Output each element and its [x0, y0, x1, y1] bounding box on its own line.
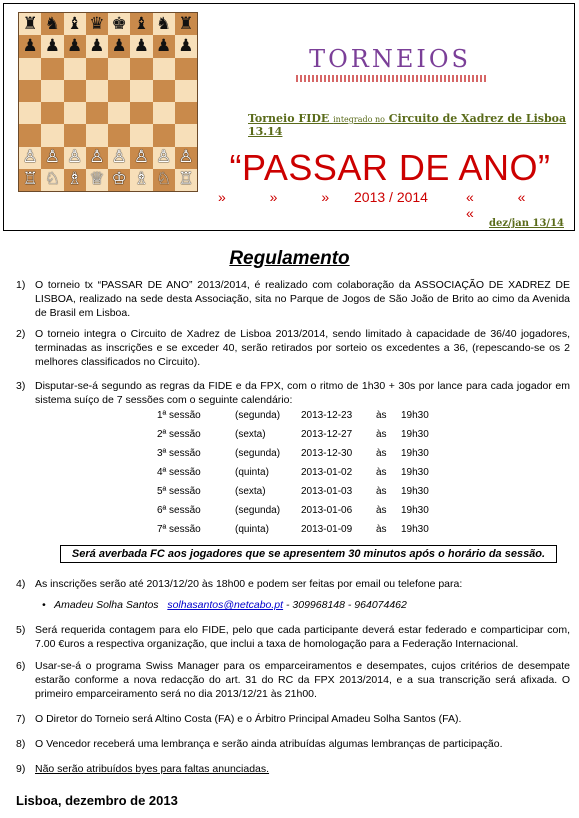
rule-number: 1)	[16, 279, 26, 291]
header-box	[3, 3, 575, 231]
footer-place-date: Lisboa, dezembro de 2013	[16, 793, 178, 808]
rule-item-1	[16, 278, 570, 320]
cal-date: 2013-01-02	[301, 467, 353, 478]
rule-text: Não serão atribuídos byes para faltas anunciadas.	[35, 763, 270, 775]
chess-piece-icon: ♔	[111, 169, 127, 190]
season-year: 2013 / 2014	[354, 189, 428, 205]
rule-number: 3)	[16, 380, 26, 392]
cal-session: 5ª sessão	[157, 486, 201, 497]
board-square	[153, 35, 175, 57]
board-square	[86, 102, 108, 124]
calendar-row	[157, 486, 457, 505]
board-square	[130, 147, 152, 169]
cal-time: 19h30	[401, 486, 429, 497]
calendar-table	[157, 410, 457, 543]
rule-number: 9)	[16, 763, 26, 775]
board-square	[175, 35, 197, 57]
board-square	[130, 124, 152, 146]
board-square	[86, 13, 108, 35]
rule-item-9	[16, 762, 570, 776]
calendar-row	[157, 524, 457, 543]
cal-session: 4ª sessão	[157, 467, 201, 478]
chess-piece-icon: ♛	[89, 13, 105, 34]
calendar-row	[157, 410, 457, 429]
fc-notice: Será averbada FC aos jogadores que se apresentem 30 minutos após o horário da sessão.	[60, 545, 557, 563]
rule-text: O torneio integra o Circuito de Xadrez de Lisboa 2013/2014, sendo limitado à capacidade de 36/40 jogadores, terminadas as inscrições e se exceder 40, serão retirados por sorteio os excedentes a 36, (repescando-se os 2 melhores classificados no Circuito).	[35, 328, 570, 368]
chess-piece-icon: ♖	[22, 169, 38, 190]
rule-item-5	[16, 623, 570, 651]
board-square	[108, 169, 130, 191]
board-square	[19, 147, 41, 169]
rule-text: O Diretor do Torneio será Altino Costa (FA) e o Árbitro Principal Amadeu Solha Santos (FA).	[35, 713, 462, 725]
header-subtitle	[248, 112, 574, 138]
chess-piece-icon: ♜	[178, 13, 194, 34]
chess-piece-icon: ♟	[22, 35, 38, 56]
board-square	[153, 169, 175, 191]
cal-time: 19h30	[401, 524, 429, 535]
chess-piece-icon: ♟	[133, 35, 149, 56]
cal-day: (quinta)	[235, 524, 269, 535]
board-square	[86, 35, 108, 57]
calendar-row	[157, 429, 457, 448]
bullet: •	[42, 599, 46, 611]
contact-email-link[interactable]: solhasantos@netcabo.pt	[167, 599, 284, 611]
board-square	[41, 58, 63, 80]
chess-piece-icon: ♞	[44, 13, 60, 34]
board-square	[86, 58, 108, 80]
board-square	[64, 147, 86, 169]
chess-piece-icon: ♟	[111, 35, 127, 56]
subtitle-small: integrado no	[333, 115, 385, 124]
cal-at: às	[376, 524, 387, 535]
subtitle-part-a: Torneio FIDE	[248, 112, 334, 125]
board-square	[19, 58, 41, 80]
board-square	[19, 169, 41, 191]
chess-piece-icon: ♟	[178, 35, 194, 56]
board-square	[64, 35, 86, 57]
board-square	[41, 147, 63, 169]
chess-piece-icon: ♞	[156, 13, 172, 34]
board-square	[19, 35, 41, 57]
guillemets-right: « « «	[466, 189, 546, 221]
cal-at: às	[376, 410, 387, 421]
rule-number: 5)	[16, 624, 26, 636]
chess-piece-icon: ♝	[133, 13, 149, 34]
chess-piece-icon: ♗	[67, 169, 83, 190]
board-square	[153, 13, 175, 35]
chess-piece-icon: ♙	[89, 147, 105, 168]
cal-session: 7ª sessão	[157, 524, 201, 535]
board-square	[41, 13, 63, 35]
contact-line	[42, 599, 407, 611]
board-square	[108, 124, 130, 146]
cal-date: 2013-01-03	[301, 486, 353, 497]
cal-date: 2013-01-09	[301, 524, 353, 535]
board-square	[108, 80, 130, 102]
board-square	[108, 58, 130, 80]
cal-day: (quinta)	[235, 467, 269, 478]
board-square	[64, 124, 86, 146]
cal-time: 19h30	[401, 505, 429, 516]
calendar-row	[157, 448, 457, 467]
board-square	[64, 169, 86, 191]
board-square	[108, 147, 130, 169]
chess-piece-icon: ♘	[156, 169, 172, 190]
chess-piece-icon: ♚	[111, 13, 127, 34]
cal-at: às	[376, 448, 387, 459]
board-square	[130, 102, 152, 124]
subtitle-part-b: Circuito de Xadrez de Lisboa 13.14	[248, 112, 567, 138]
calendar-row	[157, 505, 457, 524]
board-square	[130, 13, 152, 35]
cal-at: às	[376, 429, 387, 440]
rule-text: Disputar-se-á segundo as regras da FIDE e da FPX, com o ritmo de 1h30 + 30s por lance para cada jogador em sistema suíço de 7 sessões com o seguinte calendário:	[35, 380, 570, 406]
rule-number: 6)	[16, 660, 26, 672]
board-square	[175, 169, 197, 191]
cal-at: às	[376, 486, 387, 497]
chess-piece-icon: ♙	[156, 147, 172, 168]
cal-time: 19h30	[401, 429, 429, 440]
regulamento-title: Regulamento	[229, 248, 350, 269]
board-square	[19, 102, 41, 124]
contact-name: Amadeu Solha Santos	[54, 599, 159, 611]
chess-piece-icon: ♟	[156, 35, 172, 56]
cal-session: 2ª sessão	[157, 429, 201, 440]
chess-piece-icon: ♙	[111, 147, 127, 168]
chess-piece-icon: ♙	[133, 147, 149, 168]
cal-day: (segunda)	[235, 410, 281, 421]
rule-text: Será requerida contagem para elo FIDE, pelo que cada participante deverá estar federado e comparticipar com, 7.00 €uros a respectiva organização, que inclui a taxa de homologação para a Federação Internacional.	[35, 624, 570, 650]
board-square	[86, 147, 108, 169]
rule-item-3	[16, 379, 570, 407]
board-square	[86, 124, 108, 146]
cal-date: 2013-12-30	[301, 448, 353, 459]
cal-session: 1ª sessão	[157, 410, 201, 421]
board-square	[130, 169, 152, 191]
header-title: TORNEIOS	[309, 45, 471, 73]
header-date: dez/jan 13/14	[488, 218, 564, 229]
cal-at: às	[376, 467, 387, 478]
chess-piece-icon: ♜	[22, 13, 38, 34]
rule-item-2	[16, 327, 570, 369]
board-square	[130, 35, 152, 57]
guillemets-left: » » »	[218, 189, 350, 205]
rule-number: 7)	[16, 713, 26, 725]
chessboard-image	[18, 12, 198, 192]
rule-number: 2)	[16, 328, 26, 340]
board-square	[108, 35, 130, 57]
board-square	[130, 80, 152, 102]
cal-session: 3ª sessão	[157, 448, 201, 459]
rule-number: 4)	[16, 578, 26, 590]
board-square	[175, 58, 197, 80]
board-square	[19, 13, 41, 35]
chess-piece-icon: ♙	[67, 147, 83, 168]
board-square	[19, 80, 41, 102]
board-square	[175, 102, 197, 124]
cal-session: 6ª sessão	[157, 505, 201, 516]
decorative-banner	[296, 75, 486, 82]
board-square	[153, 80, 175, 102]
rule-text: Usar-se-á o programa Swiss Manager para os emparceiramentos e desempates, cujos critérios de desempate estarão conforme a nova redacção do art. 31 do RC da FPX 2013/2014, e a sua transcrição será afixada. O primeiro emparceiramento será no dia 2013/12/21 às 21h00.	[35, 660, 570, 700]
chess-piece-icon: ♙	[178, 147, 194, 168]
board-square	[86, 80, 108, 102]
rule-item-6	[16, 659, 570, 701]
board-square	[41, 102, 63, 124]
rule-text: O Vencedor receberá uma lembrança e serão ainda atribuídas algumas lembranças de participação.	[35, 738, 503, 750]
chess-piece-icon: ♗	[133, 169, 149, 190]
board-square	[175, 147, 197, 169]
chess-piece-icon: ♙	[22, 147, 38, 168]
board-square	[41, 169, 63, 191]
cal-date: 2013-12-27	[301, 429, 353, 440]
board-square	[153, 102, 175, 124]
rule-text: As inscrições serão até 2013/12/20 às 18h00 e podem ser feitas por email ou telefone para:	[35, 578, 463, 590]
board-square	[41, 124, 63, 146]
chess-piece-icon: ♝	[67, 13, 83, 34]
chess-piece-icon: ♟	[44, 35, 60, 56]
chess-piece-icon: ♖	[178, 169, 194, 190]
chess-piece-icon: ♙	[44, 147, 60, 168]
rule-item-7	[16, 712, 570, 726]
cal-date: 2013-01-06	[301, 505, 353, 516]
board-square	[175, 80, 197, 102]
rule-text: O torneio tx “PASSAR DE ANO” 2013/2014, é realizado com colaboração da ASSOCIAÇÃO DE XADREZ DE LISBOA, realizado na sede desta Associação, sita no Parque de Jogos de São João de Brito ao cimo da Avenida de Brasil em Lisboa.	[35, 279, 570, 319]
board-square	[108, 102, 130, 124]
chess-piece-icon: ♕	[89, 169, 105, 190]
board-square	[175, 124, 197, 146]
board-square	[108, 13, 130, 35]
cal-time: 19h30	[401, 467, 429, 478]
calendar-row	[157, 467, 457, 486]
board-square	[64, 80, 86, 102]
cal-date: 2013-12-23	[301, 410, 353, 421]
cal-at: às	[376, 505, 387, 516]
board-square	[86, 169, 108, 191]
chess-piece-icon: ♟	[67, 35, 83, 56]
chess-piece-icon: ♟	[89, 35, 105, 56]
cal-time: 19h30	[401, 410, 429, 421]
board-square	[153, 147, 175, 169]
board-square	[64, 13, 86, 35]
cal-day: (segunda)	[235, 505, 281, 516]
rule-number: 8)	[16, 738, 26, 750]
contact-phones: - 309968148 - 964074462	[286, 599, 407, 611]
board-square	[19, 124, 41, 146]
board-square	[64, 102, 86, 124]
chess-piece-icon: ♘	[44, 169, 60, 190]
board-square	[175, 13, 197, 35]
cal-day: (segunda)	[235, 448, 281, 459]
rule-item-8	[16, 737, 570, 751]
cal-day: (sexta)	[235, 429, 266, 440]
board-square	[153, 58, 175, 80]
board-square	[153, 124, 175, 146]
board-square	[41, 35, 63, 57]
board-square	[41, 80, 63, 102]
board-square	[130, 58, 152, 80]
rule-item-4	[16, 577, 570, 591]
cal-time: 19h30	[401, 448, 429, 459]
event-name: “PASSAR DE ANO”	[229, 147, 551, 188]
board-square	[64, 58, 86, 80]
cal-day: (sexta)	[235, 486, 266, 497]
